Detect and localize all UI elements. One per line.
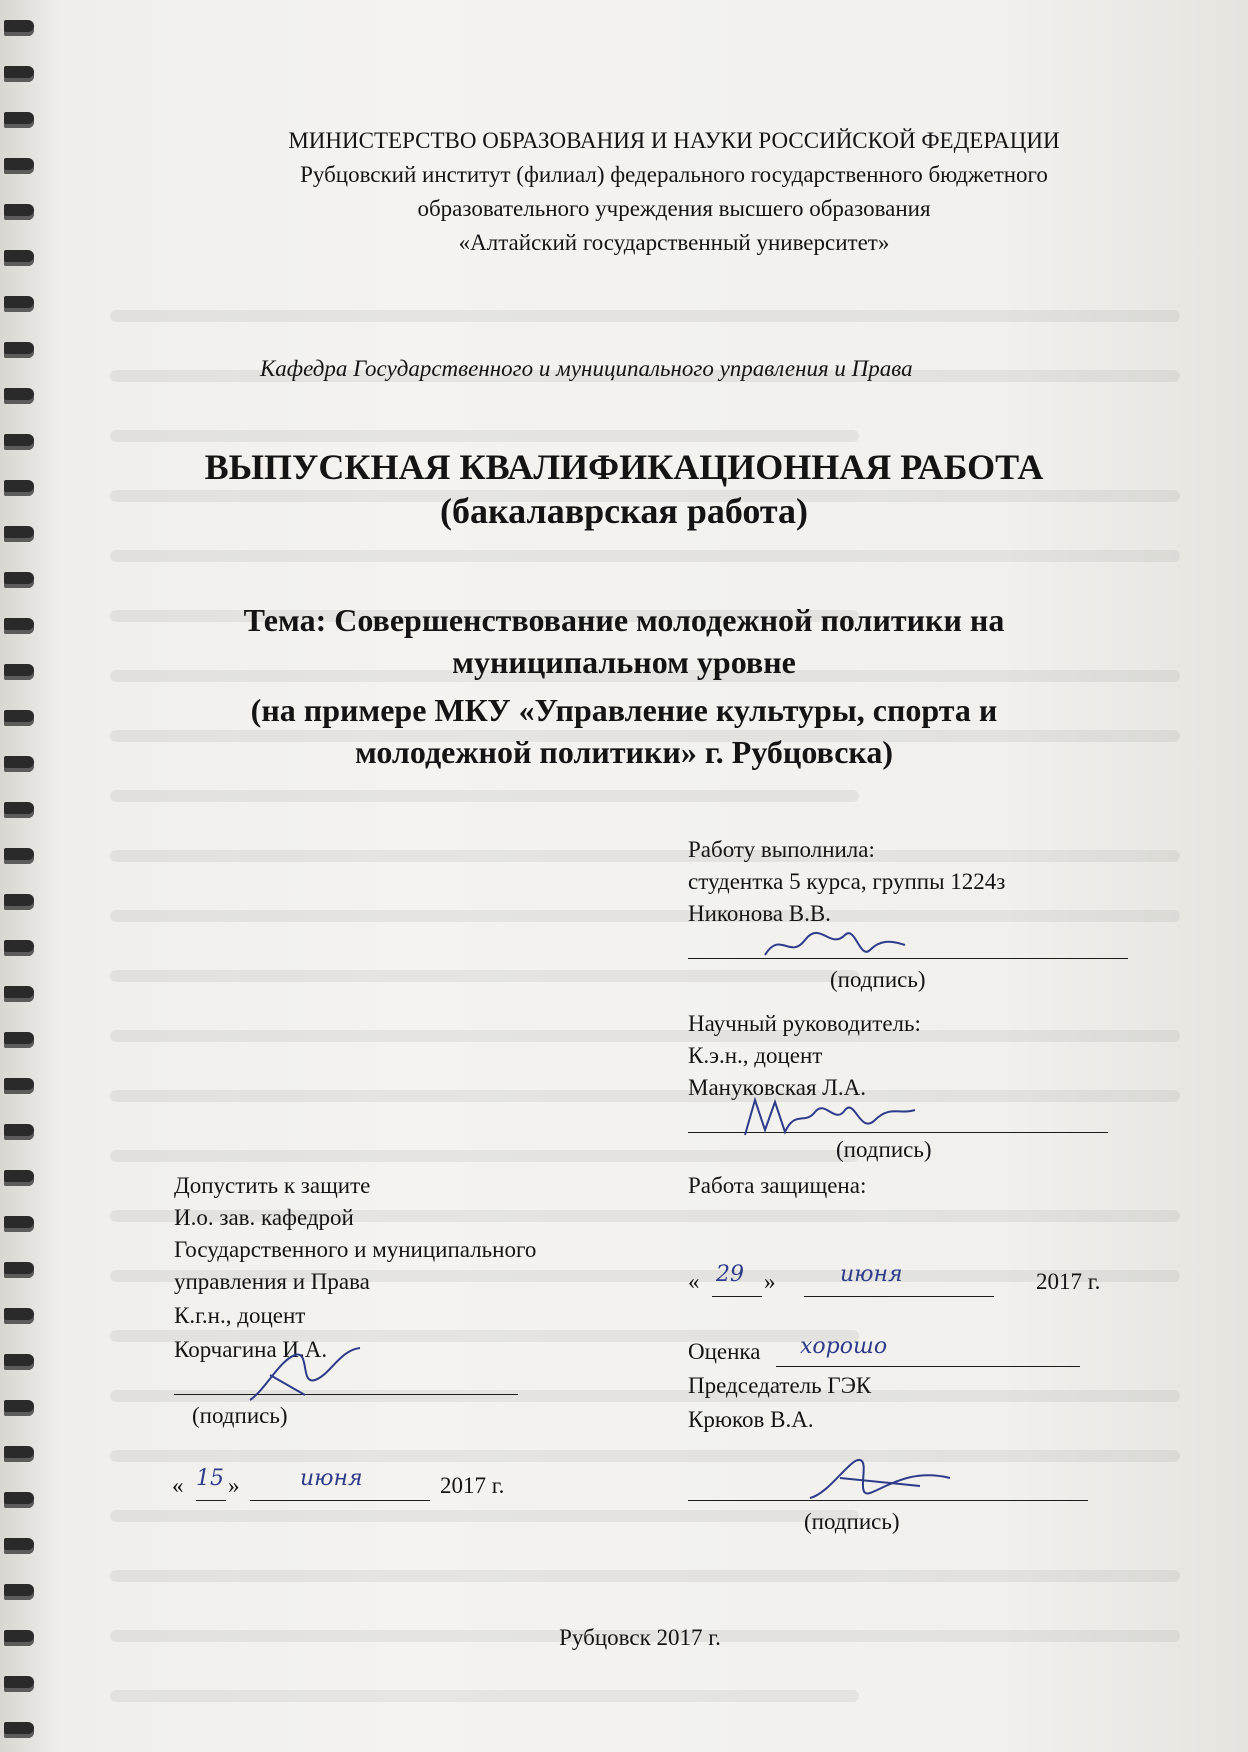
author-name: Никонова В.В. [688,901,831,926]
binding-hole [4,1354,34,1370]
admission-date-day: 15 [196,1466,224,1491]
binding-hole [4,986,34,1002]
binding-hole [4,1722,34,1738]
chair-label: Председатель ГЭК [688,1373,872,1398]
work-type-subtitle: (бакалаврская работа) [440,491,808,531]
admission-label: Допустить к защите [174,1173,371,1198]
binding-hole [4,848,34,864]
admission-name: Корчагина И.А. [174,1337,328,1362]
topic-line-4: молодежной политики» г. Рубцовска) [354,734,894,770]
binding-hole [4,1446,34,1462]
defense-date-day: 29 [716,1262,744,1287]
chair-signature-caption: (подпись) [804,1509,900,1534]
admission-date-close: » [228,1473,240,1498]
university-name: «Алтайский государственный университет» [458,230,890,255]
chair-signature [800,1448,960,1508]
defense-date-close: » [764,1269,776,1294]
defense-date-open: « [688,1269,700,1294]
binding-hole [4,940,34,956]
institute-line-2: образовательного учреждения высшего образования [417,196,931,221]
binding-hole [4,342,34,358]
binding-hole [4,1170,34,1186]
topic-line-1: Тема: Совершенствование молодежной политики на [243,602,1005,638]
binding-hole [4,1584,34,1600]
author-signature [760,920,910,970]
defense-date-month: июня [840,1262,903,1287]
binding-hole [4,296,34,312]
admission-date-year: 2017 г. [440,1473,505,1498]
defense-label: Работа защищена: [688,1173,867,1198]
binding-hole [4,1400,34,1416]
defense-month-line [804,1296,994,1297]
admission-signature-caption: (подпись) [192,1403,288,1428]
admission-day-line [196,1500,226,1501]
supervisor-degree: К.э.н., доцент [688,1043,823,1068]
admission-position-3: управления и Права [174,1269,370,1294]
supervisor-name: Мануковская Л.А. [688,1075,866,1100]
department-name: Кафедра Государственного и муниципального управления и Права [260,356,913,381]
grade-line [776,1366,1080,1367]
binding-hole [4,1308,34,1324]
binding-hole [4,1538,34,1554]
author-status: студентка 5 курса, группы 1224з [688,869,1006,894]
city-year: Рубцовск 2017 г. [559,1625,721,1650]
binding-hole [4,1216,34,1232]
spiral-binding [0,0,40,1752]
admission-date-month: июня [300,1466,363,1491]
institute-line-1: Рубцовский институт (филиал) федерального государственного бюджетного [300,162,1048,187]
work-type-title: ВЫПУСКНАЯ КВАЛИФИКАЦИОННАЯ РАБОТА [204,447,1044,487]
admission-position-1: И.о. зав. кафедрой [174,1205,354,1230]
binding-hole [4,66,34,82]
chair-name: Крюков В.А. [688,1407,814,1432]
supervisor-signature-caption: (подпись) [836,1137,932,1162]
binding-hole [4,1032,34,1048]
binding-hole [4,802,34,818]
author-signature-caption: (подпись) [830,967,926,992]
ministry-heading: МИНИСТЕРСТВО ОБРАЗОВАНИЯ И НАУКИ РОССИЙСКОЙ ФЕДЕРАЦИИ [288,128,1060,153]
binding-hole [4,1492,34,1508]
defense-date-year: 2017 г. [1036,1269,1101,1294]
admission-position-2: Государственного и муниципального [174,1237,537,1262]
defense-day-line [712,1296,762,1297]
author-label: Работу выполнила: [688,837,875,862]
grade-label: Оценка [688,1339,761,1364]
binding-hole [4,572,34,588]
binding-hole [4,894,34,910]
binding-hole [4,388,34,404]
admission-date-open: « [172,1473,184,1498]
topic-line-2: муниципальном уровне [452,644,796,680]
admission-month-line [250,1500,430,1501]
admission-degree: К.г.н., доцент [174,1303,306,1328]
grade-value: хорошо [800,1334,888,1359]
binding-hole [4,1078,34,1094]
topic-line-3: (на примере МКУ «Управление культуры, спорта и [250,692,998,728]
admission-signature [240,1340,370,1410]
binding-hole [4,1262,34,1278]
supervisor-label: Научный руководитель: [688,1011,921,1036]
binding-hole [4,1124,34,1140]
binding-hole [4,1676,34,1692]
binding-hole [4,20,34,36]
